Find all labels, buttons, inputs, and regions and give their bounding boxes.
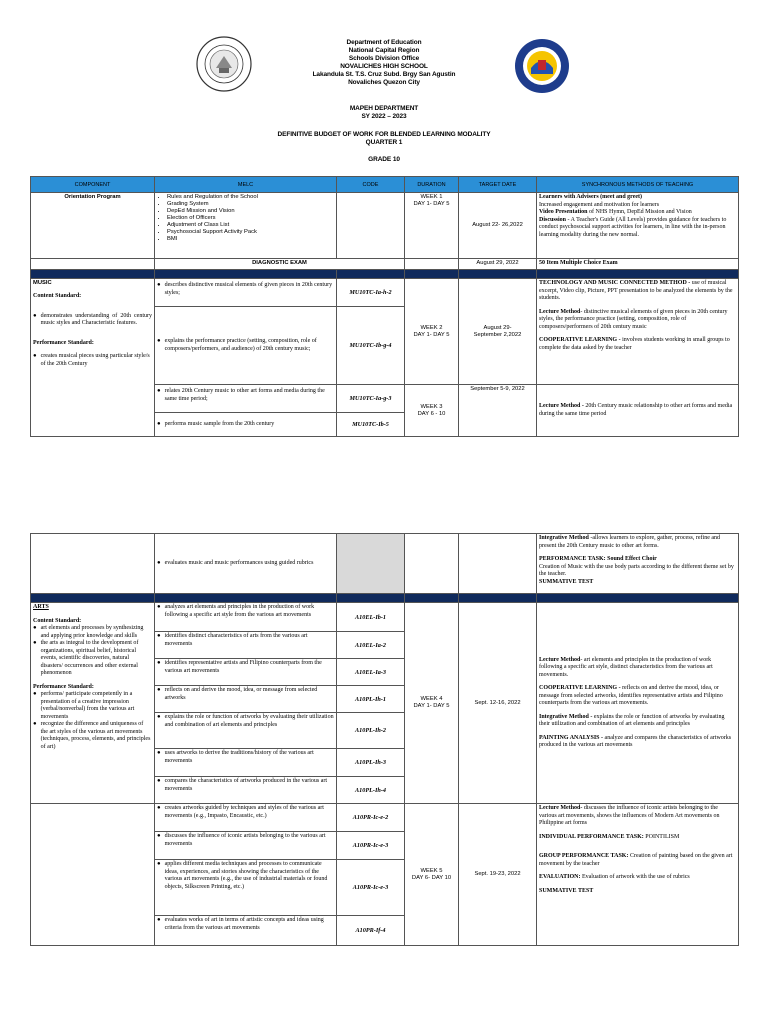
arts-code: A10PL-Ih-4	[337, 777, 405, 804]
music-code-3: MU10TC-Ia-g-3	[337, 385, 405, 413]
list-item: • Grading System	[167, 201, 334, 208]
arts-duration-2: WEEK 5 DAY 6- DAY 10	[405, 804, 459, 946]
col-melc: MELC	[155, 177, 337, 193]
list-item: ● describes distinctive musical elements of given pieces in 20th century styles;	[155, 279, 337, 307]
list-item: ● identifies distinct characteristics of arts from the various art movements	[155, 632, 337, 659]
list-item: ● analyzes art elements and principles in the production of work following a specific art style from the various art movements	[155, 603, 337, 632]
arts-code: A10PR-Ic-e-3	[337, 832, 405, 860]
orientation-duration: WEEK 1 DAY 1- DAY 5	[405, 193, 459, 259]
header-line-4: NOVALICHES HIGH SCHOOL	[340, 63, 428, 70]
list-item: ● uses artworks to derive the traditions/history of the various art movements	[155, 749, 337, 777]
music-date-2: September 5-9, 2022	[459, 385, 537, 437]
music-code-4: MU10TC-Ib-5	[337, 413, 405, 437]
arts-code: A10PR-If-4	[337, 916, 405, 946]
music-duration-1: WEEK 2 DAY 1- DAY 5	[405, 279, 459, 385]
list-item: ● creates artworks guided by techniques and styles of the various art movements (e.g., Impasto, Encaustic, etc.)	[155, 804, 337, 832]
header-line-5: Lakandula St. T.S. Cruz Subd. Brgy San Agustin	[312, 71, 456, 78]
music-methods-1: TECHNOLOGY AND MUSIC CONNECTED METHOD - use of musical excerpt, Video clip, Picture, PPT presentation to be analyzed the elements by the students. Lecture Method- distinctive musical elements of given pieces in 20th century styles, the performance practice (setting, composition, role of composers/performers of 20th century music COOPERATIVE LEARNING - involves students working in small groups to complete the data asked by the teacher	[537, 279, 739, 385]
list-item: • BMI	[167, 236, 334, 243]
header-line-6: Novaliches Quezon City	[348, 79, 420, 86]
diagnostic-row	[31, 259, 739, 270]
table-row	[31, 804, 739, 832]
orientation-component: Orientation Program	[31, 193, 155, 259]
arts-duration-1: WEEK 4 DAY 1- DAY 5	[405, 603, 459, 804]
arts-code: A10PL-Ih-3	[337, 749, 405, 777]
music-methods-2: Lecture Method - 20th Century music relationship to other art forms and media during the same time period	[537, 385, 739, 437]
arts-date-1: Sept. 12-16, 2022	[459, 603, 537, 804]
arts-code: A10PL-Ih-2	[337, 713, 405, 749]
document-title: DEFINITIVE BUDGET OF WORK FOR BLENDED LEARNING MODALITY	[277, 131, 491, 138]
table-row	[31, 603, 739, 632]
list-item: ● relates 20th Century music to other art forms and media during the same time period;	[155, 385, 337, 413]
table-row	[31, 279, 739, 307]
music-methods-3: Integrative Method -allows learners to explore, gather, process, refine and present the 20th Century music to other art forms. PERFORMANCE TASK: Sound Effect Choir Creation of Music with the use body parts according to the different theme set by the teacher. SUMMATIVE TEST	[537, 534, 739, 594]
table-header-row	[31, 177, 739, 193]
list-item: • Rules and Regulation of the School	[167, 194, 334, 201]
col-duration: DURATION	[405, 177, 459, 193]
grade-label: GRADE 10	[368, 156, 400, 163]
quarter-label: QUARTER 1	[365, 139, 403, 146]
diagnostic-method: 50 Item Multiple Choice Exam	[537, 259, 739, 270]
list-item: ● explains the role or function of artworks by evaluating their utilization and combination of art elements and principles	[155, 713, 337, 749]
list-item: ● evaluates music and music performances using guided rubrics	[155, 534, 337, 594]
arts-code: A10EL-Ia-3	[337, 659, 405, 686]
orientation-row	[31, 193, 739, 259]
list-item: • DepEd Mission and Vision	[167, 208, 334, 215]
table-row	[31, 534, 739, 594]
music-component: MUSIC Content Standard: ● demonstrates understanding of 20th century music styles and Characteristic features. Performance Standard: ● creates musical pieces using particular style/s of the 20th Century	[31, 279, 155, 437]
list-item: ● evaluates works of art in terms of artistic concepts and ideas using criteria from the various art movements	[155, 916, 337, 946]
school-year: SY 2022 – 2023	[361, 113, 407, 120]
list-item: ● compares the characteristics of artworks produced in the various art movements	[155, 777, 337, 804]
arts-date-2: Sept. 19-23, 2022	[459, 804, 537, 946]
orientation-melc	[155, 193, 337, 259]
orientation-code	[337, 193, 405, 259]
music-duration-2: WEEK 3 DAY 6 - 10	[405, 385, 459, 437]
section-divider	[31, 594, 739, 603]
col-target-date: TARGET DATE	[459, 177, 537, 193]
arts-methods-1: Lecture Method- art elements and principles in the production of work following a specific art style, distinct characteristics from the various art movements. COOPERATIVE LEARNING - reflects on and derive the mood, idea, or message from selected artworks, identifies representative artists and Filipino counterparts from the various art movements. Integrative Method - explains the role or function of artworks by evaluating their utilization and combination of art elements and principles PAINTING ANALYSIS - analyze and compares the characteristics of artworks produced in the various art movements	[537, 603, 739, 804]
header-line-1: Department of Education	[346, 39, 422, 46]
list-item: ● reflects on and derive the mood, idea, or message from selected artworks	[155, 686, 337, 713]
list-item: • Adjustment of Class List	[167, 222, 334, 229]
list-item: ● applies different media techniques and processes to communicate ideas, experiences, and stories showing the characteristics of the various art movements (e.g., the use of industrial materials or found objects, Silkscreen Printing, etc.)	[155, 860, 337, 916]
section-divider	[31, 270, 739, 279]
list-item: • Election of Officers	[167, 215, 334, 222]
col-code: CODE	[337, 177, 405, 193]
header-line-3: Schools Division Office	[348, 55, 420, 62]
orientation-target: August 22- 26,2022	[459, 193, 537, 259]
arts-code: A10PL-Ih-1	[337, 686, 405, 713]
department-title: MAPEH DEPARTMENT	[349, 105, 419, 112]
budget-table-page1	[30, 176, 739, 437]
budget-table-page2	[30, 533, 739, 946]
diagnostic-label: DIAGNOSTIC EXAM	[155, 259, 405, 270]
arts-code: A10PR-Ic-e-3	[337, 860, 405, 916]
music-date-1: August 29- September 2,2022	[459, 279, 537, 385]
arts-code: A10PR-Ic-e-2	[337, 804, 405, 832]
arts-code: A10EL-Ia-2	[337, 632, 405, 659]
list-item: ● performs music sample from the 20th century	[155, 413, 337, 437]
col-component: COMPONENT	[31, 177, 155, 193]
diagnostic-date: August 29, 2022	[459, 259, 537, 270]
header-line-2: National Capital Region	[348, 47, 420, 54]
list-item: ● explains the performance practice (setting, composition, role of composers/performers, and audience) of 20th century music;	[155, 307, 337, 385]
music-code-1: MU10TC-Ia-h-2	[337, 279, 405, 307]
arts-code: A10EL-Ib-1	[337, 603, 405, 632]
list-item: ● discusses the influence of iconic artists belonging to the various art movements	[155, 832, 337, 860]
col-methods: SYNCHRONOUS METHODS OF TEACHING	[537, 177, 739, 193]
list-item: ● identifies representative artists and Filipino counterparts from the various art movements	[155, 659, 337, 686]
arts-component: ARTS Content Standard: ● art elements and processes by synthesizing and applying prior knowledge and skills ● the arts as integral to the development of organizations, spiritual belief, historical events, scientific discoveries, natural disasters/ occurrences and other external phenomenon Performance Standard: ● performs/ participate competently in a presentation of a creative impression (verbal/nonverbal) from the various art movements ● recognize the difference and uniqueness of the art styles of the various art movements (techniques, process, elements, and principles of art)	[31, 603, 155, 804]
list-item: • Psychosocial Support Activity Pack	[167, 229, 334, 236]
arts-methods-2: Lecture Method- discusses the influence of iconic artists belonging to the various art movements, shows the influences of Modern Art movements on Philippine art forms INDIVIDUAL PERFORMANCE TASK: POINTILISM GROUP PERFORMANCE TASK: Creation of painting based on the given art movement by the teacher EVALUATION: Evaluation of artwork with the use of rubrics SUMMATIVE TEST	[537, 804, 739, 946]
music-code-2: MU10TC-Ib-g-4	[337, 307, 405, 385]
orientation-methods: Learners with Advisers (meet and greet) Increased engagement and motivation for learners Video Presentation of NHS Hymn, DepEd Mission and Vision Discussion - A Teacher's Guide (All Levels) provides guidance for teachers to conduct psychosocial support activities for learners, in line with the in-person learning modality during the new normal.	[537, 193, 739, 259]
